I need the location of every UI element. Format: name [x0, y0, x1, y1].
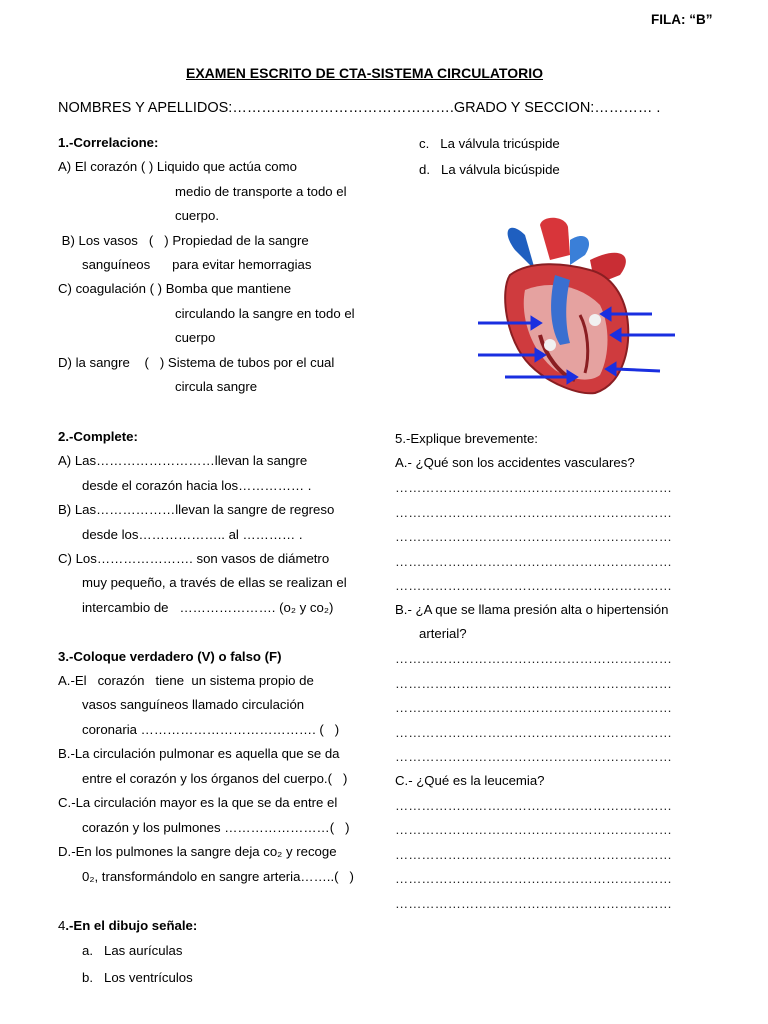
- q5-a-question: A.- ¿Qué son los accidentes vasculares?: [395, 455, 635, 470]
- q3-line: 0₂, transformándolo en sangre arteria……..( ): [82, 869, 354, 884]
- q2-line: intercambio de …………………. (o₂ y co₂): [82, 600, 334, 615]
- answer-line[interactable]: ………………………………………………………: [395, 529, 672, 544]
- answer-line[interactable]: ………………………………………………………: [395, 896, 672, 911]
- exam-title: EXAMEN ESCRITO DE CTA-SISTEMA CIRCULATORIO: [186, 65, 544, 81]
- q2-line: A) Las………………………llevan la sangre: [58, 453, 308, 468]
- q2-line: desde los……………….. al ………… .: [82, 527, 303, 542]
- q4-item: c. La válvula tricúspide: [419, 136, 560, 151]
- pulmonary-artery-shape: [570, 236, 589, 265]
- q1-line: D) la sangre ( ) Sistema de tubos por el cual: [58, 355, 335, 370]
- q2-line: C) Los…………………. son vasos de diámetro: [58, 551, 330, 566]
- q2-heading: 2.-Complete:: [58, 429, 138, 444]
- q1-heading: 1.-Correlacione:: [58, 135, 159, 150]
- heart-diagram-icon: [470, 215, 680, 400]
- q3-line: corazón y los pulmones ……………………( ): [82, 820, 350, 835]
- q3-line: D.-En los pulmones la sangre deja co₂ y recoge: [58, 844, 337, 859]
- aorta-shape: [540, 218, 570, 260]
- q2-line: B) Las………………llevan la sangre de regreso: [58, 502, 335, 517]
- q4-heading: [58, 918, 197, 933]
- answer-line[interactable]: ………………………………………………………: [395, 798, 672, 813]
- q3-line: coronaria …………………………………. ( ): [82, 722, 340, 737]
- student-name-field: NOMBRES Y APELLIDOS:……………………………………….GRADO Y SECCION:………… .: [58, 100, 661, 116]
- q4-item: a. Las aurículas: [82, 943, 183, 958]
- valve-shape: [589, 314, 601, 326]
- answer-line[interactable]: ………………………………………………………: [395, 700, 672, 715]
- q1-line: cuerpo: [175, 330, 216, 345]
- answer-line[interactable]: ………………………………………………………: [395, 822, 672, 837]
- answer-line[interactable]: ………………………………………………………: [395, 578, 672, 593]
- q2-line: desde el corazón hacia los…………… .: [82, 478, 312, 493]
- q1-line: cuerpo.: [175, 208, 219, 223]
- answer-line[interactable]: ………………………………………………………: [395, 676, 672, 691]
- q1-line: circulando la sangre en todo el: [175, 306, 355, 321]
- q3-line: entre el corazón y los órganos del cuerpo.( ): [82, 771, 348, 786]
- q4-item: b. Los ventrículos: [82, 970, 193, 985]
- answer-line[interactable]: ………………………………………………………: [395, 480, 672, 495]
- valve-shape: [544, 339, 556, 351]
- q1-line: sanguíneos para evitar hemorragias: [82, 257, 312, 272]
- q3-line: B.-La circulación pulmonar es aquella que se da: [58, 746, 340, 761]
- q1-line: circula sangre: [175, 379, 258, 394]
- answer-line[interactable]: ………………………………………………………: [395, 847, 672, 862]
- q1-line: medio de transporte a todo el: [175, 184, 347, 199]
- fila-label: FILA: “B”: [651, 12, 713, 27]
- q2-line: muy pequeño, a través de ellas se realizan el: [82, 575, 347, 590]
- answer-line[interactable]: ………………………………………………………: [395, 749, 672, 764]
- q4-number: 4: [58, 918, 66, 933]
- q5-c-question: C.- ¿Qué es la leucemia?: [395, 773, 545, 788]
- answer-line[interactable]: ………………………………………………………: [395, 871, 672, 886]
- answer-line[interactable]: ………………………………………………………: [395, 651, 672, 666]
- q4-heading-text: .-En el dibujo señale:: [65, 918, 198, 933]
- q3-heading: 3.-Coloque verdadero (V) o falso (F): [58, 649, 282, 664]
- q5-b-question-cont: arterial?: [419, 626, 467, 641]
- q3-line: A.-El corazón tiene un sistema propio de: [58, 673, 314, 688]
- answer-line[interactable]: ………………………………………………………: [395, 505, 672, 520]
- answer-line[interactable]: ………………………………………………………: [395, 554, 672, 569]
- arrow-line: [615, 369, 660, 371]
- q1-line: C) coagulación ( ) Bomba que mantiene: [58, 281, 292, 296]
- vena-cava-shape: [508, 228, 535, 270]
- q5-heading: 5.-Explique brevemente:: [395, 431, 538, 446]
- q5-b-question: B.- ¿A que se llama presión alta o hipertensión: [395, 602, 669, 617]
- q3-line: C.-La circulación mayor es la que se da entre el: [58, 795, 338, 810]
- answer-line[interactable]: ………………………………………………………: [395, 725, 672, 740]
- q1-line: B) Los vasos ( ) Propiedad de la sangre: [58, 233, 309, 248]
- q4-item: d. La válvula bicúspide: [419, 162, 560, 177]
- q1-line: A) El corazón ( ) Liquido que actúa como: [58, 159, 297, 174]
- q3-line: vasos sanguíneos llamado circulación: [82, 697, 305, 712]
